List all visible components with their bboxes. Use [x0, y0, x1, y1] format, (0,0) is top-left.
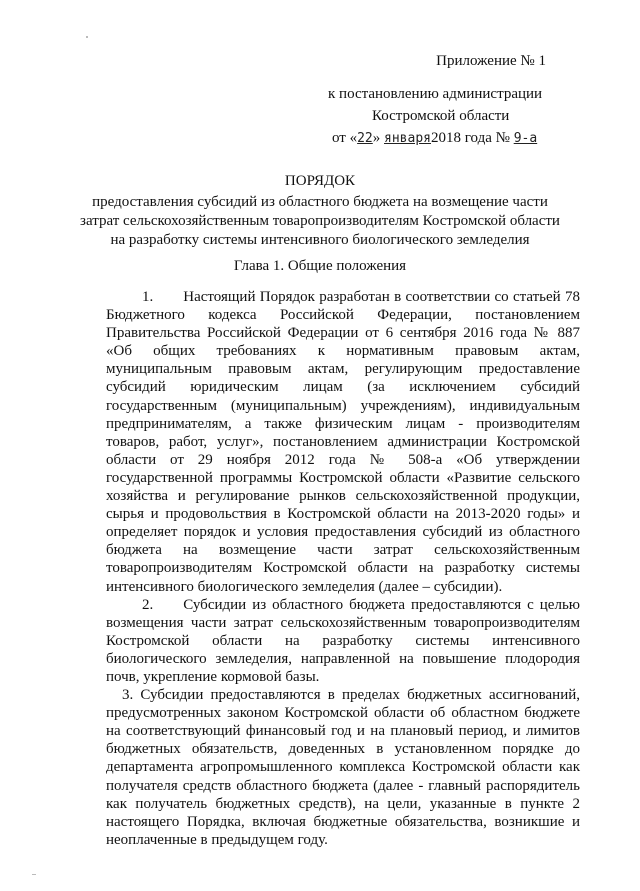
paragraph-3: 3. Субсидии предоставляются в пределах бюджетных ассигнований, предусмотренных законом Костромской области об областном бюджете на соответствующий финансовый год и на плановый период, и лимитов бюджетных обязательств, доведенных в установленном порядке до департамента агропромышленного комплекса Костромской области как получателя средств областного бюджета (далее - главный распорядитель как получатель бюджетных средств), на цели, указанные в пункте 2 настоящего Порядка, включая бюджетные обязательства, возникшие и неоплаченные в предыдущем году.: [106, 687, 580, 848]
title-line-1: предоставления субсидий из областного бюджета на возмещение части: [92, 194, 548, 210]
paragraph-2: 2. Субсидии из областного бюджета предоставляются с целью возмещения части затрат сельскохозяйственным товаропроизводителям Костромской области на разработку системы интенсивного биологического земледелия, направленной на повышение плодородия почв, укрепление кормовой базы.: [106, 596, 580, 685]
appendix-decree-line: к постановлению администрации: [328, 86, 543, 102]
date-prefix: от «: [332, 130, 358, 146]
title-line-3: на разработку системы интенсивного биологического земледелия: [110, 232, 530, 248]
title-line-2: затрат сельскохозяйственным товаропроизводителям Костромской области: [80, 213, 560, 229]
title-heading: ПОРЯДОК: [284, 173, 356, 189]
date-month: января: [384, 131, 431, 146]
appendix-block: [328, 50, 578, 150]
date-mid: »: [372, 130, 381, 146]
date-day: 22: [357, 131, 373, 146]
appendix-date-line: [328, 127, 578, 150]
appendix-title: Приложение № 1: [436, 53, 546, 69]
date-year: 2018 года №: [430, 130, 510, 146]
paragraph-1: 1. Настоящий Порядок разработан в соответствии со статьей 78 Бюджетного кодекса Российской Федерации, постановлением Правительства Российской Федерации от 6 сентября 2016 года № 887 «Об общих требованиях к нормативным правовым актам, муниципальным правовым актам, регулирующим предоставление субсидий юридическим лицам (за исключением субсидий государственным (муниципальным) учреждениям), индивидуальным предпринимателям, а также физическим лицам - производителям товаров, работ, услуг», постановлением администрации Костромской области от 29 ноября 2012 года № 508-а «Об утверждении государственной программы Костромской области «Развитие сельского хозяйства и регулирование рынков сельскохозяйственной продукции, сырья и продовольствия в Костромской области на 2013-2020 годы» и определяет порядок и условия предоставления субсидий из областного бюджета на возмещение части затрат сельскохозяйственным товаропроизводителям Костромской области на разработку системы интенсивного биологического земледелия (далее – субсидии).: [106, 289, 580, 595]
chapter-heading: Глава 1. Общие положения: [233, 258, 407, 274]
document-title: [80, 172, 560, 250]
decree-number: 9-а: [513, 131, 538, 146]
scan-speck: [32, 874, 36, 875]
appendix-region-line: Костромской области: [372, 108, 510, 124]
scan-speck: [86, 36, 88, 38]
document-body: [106, 288, 580, 849]
